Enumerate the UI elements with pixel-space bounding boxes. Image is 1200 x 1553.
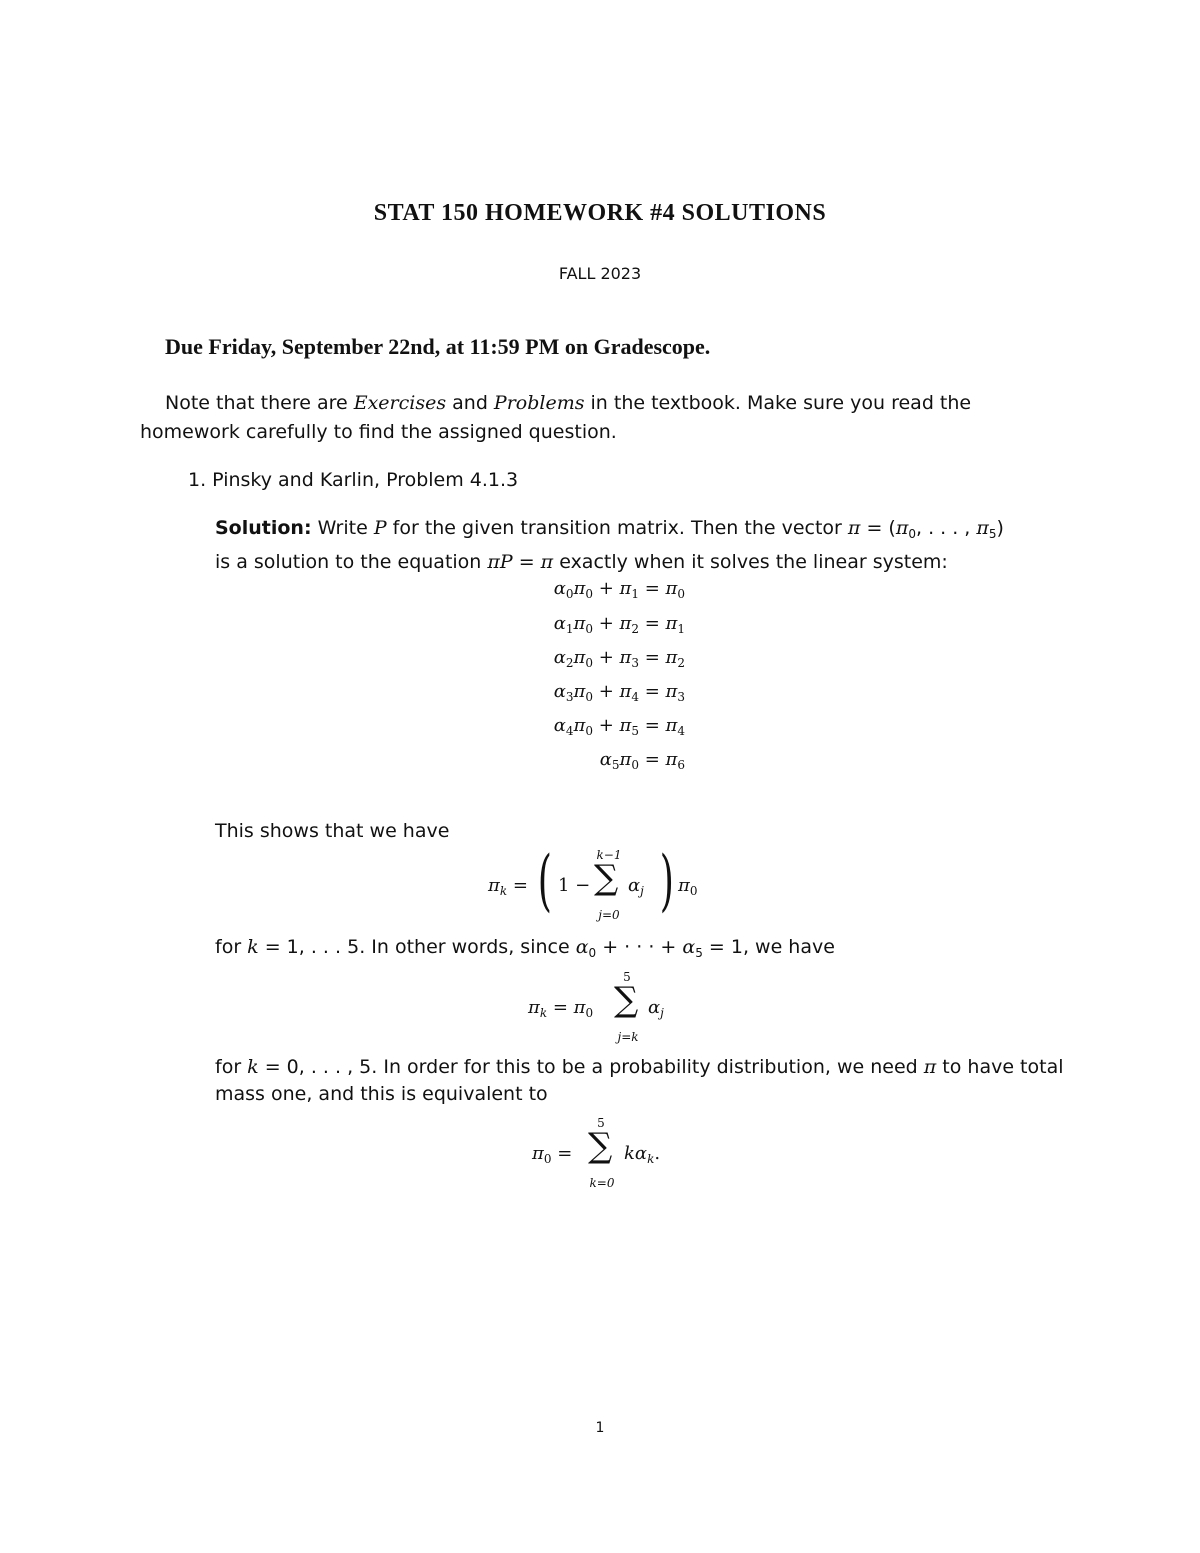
for-k-text-1: for k = 1, . . . 5. In other words, since $\alpha_0$ + · · · + $\alpha_5 = 1$, we have	[215, 936, 835, 960]
equation-pi-0: $\pi_0$ = 5 ∑ k=0 $k\alpha_k$.	[532, 1116, 661, 1190]
equation-pi-k-tail-sum: $\pi_k = \pi_0$ 5 ∑ j=k $\alpha_j$	[528, 970, 664, 1044]
question-item-1: 1. Pinsky and Karlin, Problem 4.1.3	[188, 469, 519, 491]
page-subtitle: FALL 2023	[558, 264, 642, 283]
solution-paragraph: Solution: Write P for the given transition matrix. Then the vector $\pi = (\pi_0$, . . . , $\pi_5$) is a solution to the equation πP = π exactly when it solves the linear system:	[215, 517, 1004, 573]
for-k-text-2: for k = 0, . . . , 5. In order for this to be a probability distribution, we need π to have total mass one, and this is equivalent to	[215, 1056, 1064, 1105]
solution-label: Solution:	[215, 517, 312, 539]
page-number: 1	[595, 1420, 605, 1436]
shows-text: This shows that we have	[215, 820, 450, 842]
equation-row: $\alpha_0\pi_0 + \pi_1 = \pi_0$	[553, 578, 685, 601]
linear-system	[460, 578, 685, 778]
page-title: STAT 150 HOMEWORK #4 SOLUTIONS	[373, 200, 827, 226]
equation-row: $\alpha_3\pi_0 + \pi_4 = \pi_3$	[553, 681, 685, 704]
equation-row: $\alpha_1\pi_0 + \pi_2 = \pi_1$	[553, 613, 685, 636]
note-paragraph: Note that there are Exercises and Problems in the textbook. Make sure you read the homework carefully to find the assigned question.	[140, 392, 972, 443]
equation-row: $\alpha_2\pi_0 + \pi_3 = \pi_2$	[553, 647, 685, 670]
equation-row: $\alpha_5\pi_0 = \pi_6$	[599, 749, 685, 772]
equation-pi-k-partial-sum: $\pi_k$ = ( 1 − k−1 ∑ j=0 $\alpha_j$ ) $\pi_0$	[488, 842, 698, 922]
due-date-line: Due Friday, September 22nd, at 11:59 PM on Gradescope.	[165, 334, 711, 359]
equation-row: $\alpha_4\pi_0 + \pi_5 = \pi_4$	[553, 715, 685, 738]
